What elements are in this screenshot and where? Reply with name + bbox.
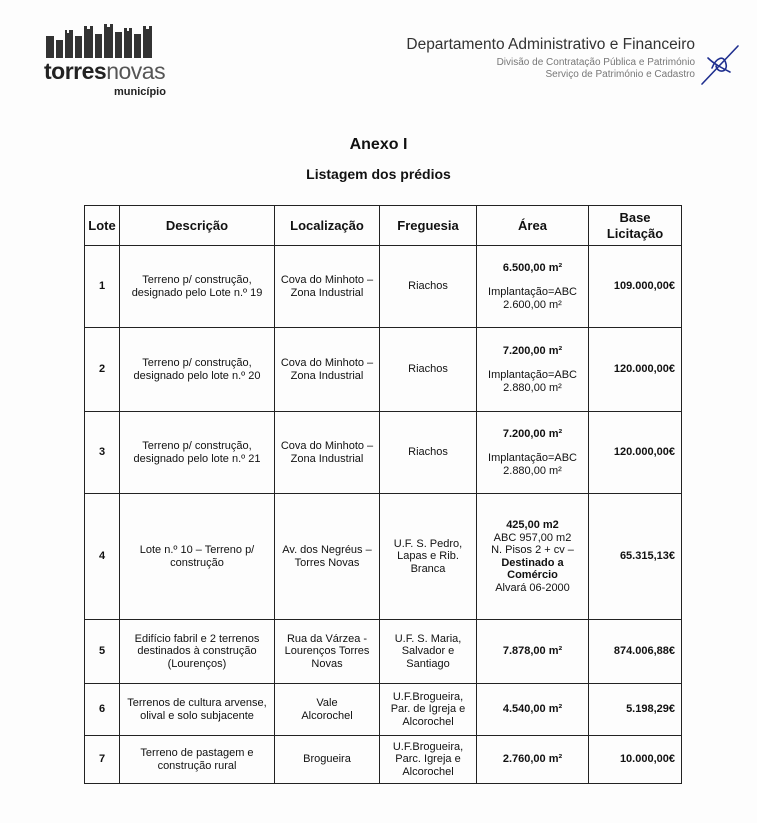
description-cell <box>120 328 275 412</box>
location-line: Zona Industrial <box>290 452 364 465</box>
description-line: olival e solo subjacente <box>140 709 254 722</box>
area-license: Alvará 06-2000 <box>495 581 570 594</box>
area-detail: N. Pisos 2 + cv – <box>491 544 574 556</box>
location-line: Lourenços Torres <box>284 645 370 658</box>
location-line: Zona Industrial <box>290 369 364 382</box>
area-destination: Destinado a <box>501 556 564 569</box>
parish-line: Riachos <box>408 280 448 293</box>
area-value: 425,00 m2 <box>506 519 559 531</box>
lot-number: 1 <box>85 246 120 328</box>
table-row <box>85 620 682 684</box>
description-line: (Lourenços) <box>167 657 227 670</box>
area-detail: 2.880,00 m² <box>503 464 562 477</box>
area-cell <box>477 328 589 412</box>
description-cell <box>120 412 275 494</box>
location-line: Cova do Minhoto – <box>280 440 374 452</box>
area-detail: Implantação=ABC <box>488 286 577 299</box>
towers-logo-icon <box>44 22 159 58</box>
area-cell <box>477 494 589 620</box>
description-line: Terrenos de cultura arvense, <box>127 697 267 709</box>
area-cell <box>477 246 589 328</box>
location-cell <box>275 412 380 494</box>
table-header-row <box>85 206 682 246</box>
parish-line: Lapas e Rib. <box>397 550 459 563</box>
location-line: Alcorochel <box>301 709 353 722</box>
description-line: Terreno de pastagem e <box>140 747 254 759</box>
area-value: 7.878,00 m² <box>502 645 563 658</box>
base-price: 120.000,00€ <box>589 412 682 494</box>
division-name: Divisão de Contratação Pública e Património <box>496 57 695 68</box>
location-line: Novas <box>311 657 343 670</box>
area-detail: Implantação=ABC <box>488 452 577 465</box>
area-value: 7.200,00 m² <box>502 344 563 357</box>
annex-subtitle: Listagem dos prédios <box>306 166 451 182</box>
description-line: designado pelo Lote n.º 19 <box>131 286 263 299</box>
parish-cell <box>380 494 477 620</box>
area-destination: Comércio <box>507 569 558 581</box>
area-detail: 2.880,00 m² <box>503 381 562 394</box>
location-cell <box>275 494 380 620</box>
department-header <box>406 36 695 80</box>
table-row <box>85 412 682 494</box>
municipality-logo <box>44 22 174 102</box>
description-line: destinados à construção <box>137 645 257 658</box>
table-row <box>85 736 682 784</box>
department-name: Departamento Administrativo e Financeiro <box>406 36 695 53</box>
parish-line: Alcorochel <box>402 765 454 778</box>
description-cell <box>120 620 275 684</box>
parish-line: Branca <box>410 562 446 575</box>
logo-word-b: novas <box>106 58 166 84</box>
parish-cell <box>380 328 477 412</box>
area-cell <box>477 684 589 736</box>
location-cell <box>275 684 380 736</box>
table-row <box>85 328 682 412</box>
area-detail: Implantação=ABC <box>488 369 577 382</box>
location-cell <box>275 246 380 328</box>
parish-cell <box>380 412 477 494</box>
parish-cell <box>380 736 477 784</box>
parish-line: Parc. Igreja e <box>395 753 461 766</box>
description-line: Lote n.º 10 – Terreno p/ <box>139 544 255 556</box>
parish-cell <box>380 684 477 736</box>
base-price: 874.006,88€ <box>589 620 682 684</box>
parish-line: U.F. S. Pedro, <box>393 537 463 550</box>
description-line: Terreno p/ construção, <box>142 274 252 286</box>
location-line: Cova do Minhoto – <box>280 357 374 369</box>
header-base-line1: Base <box>619 209 651 225</box>
lot-number: 6 <box>85 684 120 736</box>
parish-line: Alcorochel <box>402 715 454 728</box>
description-cell <box>120 736 275 784</box>
location-line: Brogueira <box>303 753 351 766</box>
area-detail: 2.600,00 m² <box>503 298 562 311</box>
parish-line: U.F. S. Maria, <box>394 632 462 645</box>
lot-number: 7 <box>85 736 120 784</box>
parish-line: Riachos <box>408 363 448 376</box>
header-localizacao: Localização <box>275 206 380 246</box>
lot-number: 5 <box>85 620 120 684</box>
location-line: Torres Novas <box>294 556 360 569</box>
parish-line: Par. de Igreja e <box>390 703 466 716</box>
base-price: 5.198,29€ <box>589 684 682 736</box>
description-cell <box>120 494 275 620</box>
table-row <box>85 684 682 736</box>
header-descricao: Descrição <box>120 206 275 246</box>
area-value: 4.540,00 m² <box>502 703 563 716</box>
base-price: 120.000,00€ <box>589 328 682 412</box>
area-cell <box>477 736 589 784</box>
description-line: Terreno p/ construção, <box>142 357 252 369</box>
header-base-licitacao <box>589 206 682 246</box>
base-price: 65.315,13€ <box>589 494 682 620</box>
description-cell <box>120 246 275 328</box>
description-line: construção <box>170 556 224 569</box>
lot-number: 2 <box>85 328 120 412</box>
parish-line: U.F.Brogueira, <box>392 690 464 703</box>
parish-cell <box>380 246 477 328</box>
header-base-line2: Licitação <box>606 225 664 241</box>
location-line: Zona Industrial <box>290 286 364 299</box>
header-area: Área <box>477 206 589 246</box>
area-cell <box>477 620 589 684</box>
area-detail: ABC 957,00 m2 <box>493 531 572 544</box>
description-line: Edifício fabril e 2 terrenos <box>134 632 260 645</box>
location-line: Av. dos Negréus – <box>282 544 372 556</box>
area-cell <box>477 412 589 494</box>
area-value: 2.760,00 m² <box>502 753 563 766</box>
location-cell <box>275 328 380 412</box>
description-line: designado pelo lote n.º 20 <box>133 369 261 382</box>
service-name: Serviço de Património e Cadastro <box>545 69 695 80</box>
area-value: 6.500,00 m² <box>502 261 563 274</box>
location-cell <box>275 736 380 784</box>
location-line: Rua da Várzea - <box>286 632 368 645</box>
area-value: 7.200,00 m² <box>502 427 563 440</box>
description-line: Terreno p/ construção, <box>142 440 252 452</box>
header-freguesia: Freguesia <box>380 206 477 246</box>
table-row <box>85 494 682 620</box>
parish-line: U.F.Brogueira, <box>392 740 464 753</box>
parish-cell <box>380 620 477 684</box>
logo-word-a: torres <box>44 58 107 84</box>
logo-wordmark <box>44 58 165 85</box>
location-line: Cova do Minhoto – <box>280 274 374 286</box>
properties-table <box>84 205 682 784</box>
location-cell <box>275 620 380 684</box>
header-lote: Lote <box>85 206 120 246</box>
parish-line: Riachos <box>408 446 448 459</box>
parish-line: Salvador e <box>401 645 455 658</box>
table-row <box>85 246 682 328</box>
description-line: construção rural <box>157 759 237 772</box>
parish-line: Santiago <box>406 657 450 670</box>
logo-subtitle: município <box>114 86 166 98</box>
lot-number: 3 <box>85 412 120 494</box>
annex-title: Anexo I <box>349 136 408 153</box>
base-price: 109.000,00€ <box>589 246 682 328</box>
handwritten-mark-icon <box>700 38 740 86</box>
lot-number: 4 <box>85 494 120 620</box>
description-cell <box>120 684 275 736</box>
description-line: designado pelo lote n.º 21 <box>133 452 261 465</box>
base-price: 10.000,00€ <box>589 736 682 784</box>
location-line: Vale <box>316 697 338 709</box>
